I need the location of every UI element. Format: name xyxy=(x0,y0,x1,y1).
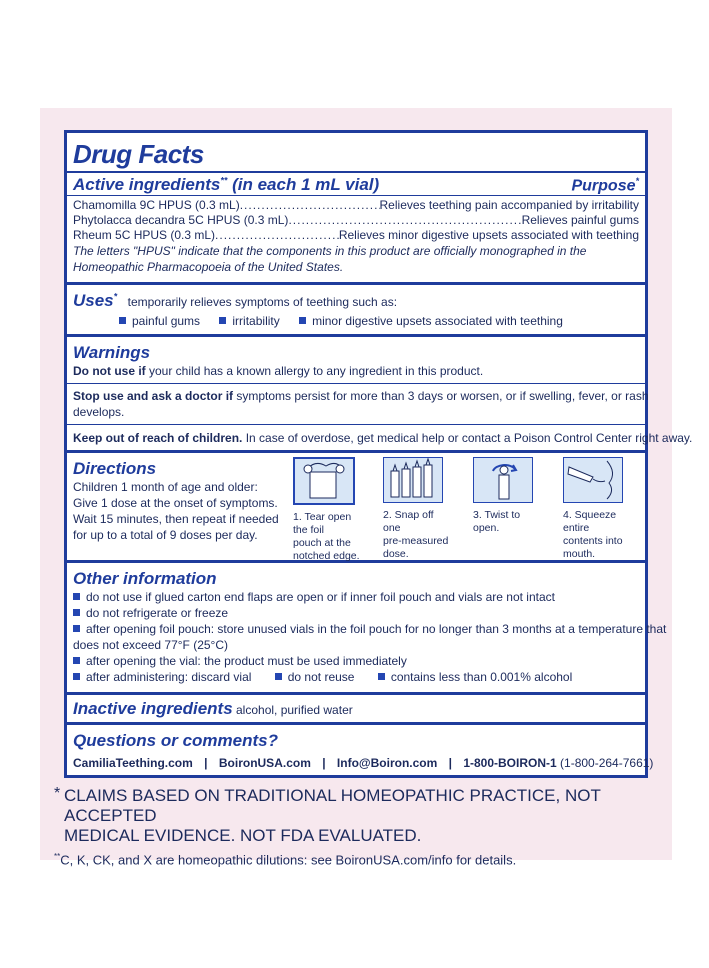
active-divider xyxy=(67,195,645,196)
other-info-item: do not use if glued carton end flaps are open or if inner foil pouch and vials are not intact xyxy=(73,589,639,605)
warnings-heading: Warnings xyxy=(73,343,151,362)
contact-phone: 1-800-BOIRON-1 xyxy=(463,756,557,770)
questions-section xyxy=(67,725,654,775)
uses-heading: Uses* xyxy=(73,291,118,310)
contact-email: Info@Boiron.com xyxy=(336,756,438,770)
ingredient-row: Phytolacca decandra 5C HPUS (0.3 mL) ..... Relieves painful gums xyxy=(73,213,639,228)
directions-section xyxy=(67,453,645,563)
ingredient-row: Chamomilla 9C HPUS (0.3 mL) ..... Relieves teething pain accompanied by irritability xyxy=(73,198,639,213)
warnings-section xyxy=(67,337,693,453)
claims-line: MEDICAL EVIDENCE. NOT FDA EVALUATED. xyxy=(64,826,422,845)
contact-boiron-site: BoironUSA.com xyxy=(218,756,311,770)
tear-pouch-icon xyxy=(293,457,355,505)
stop-use-warning-cont: develops. xyxy=(73,405,125,419)
contact-line: CamiliaTeething.com | BoironUSA.com | Info@Boiron.com | 1-800-BOIRON-1 (1-800-264-7661) xyxy=(73,756,654,770)
uses-item: painful gums xyxy=(119,314,200,328)
contact-website: CamiliaTeething.com xyxy=(73,756,193,770)
directions-line: Give 1 dose at the onset of symptoms. xyxy=(73,496,278,510)
hpus-note-cont: Homeopathic Pharmacopoeia of the United States. xyxy=(73,260,344,274)
ingredient-row: Rheum 5C HPUS (0.3 mL) ..... Relieves minor digestive upsets associated with teething xyxy=(73,228,639,243)
step-tear-pouch: 1. Tear open the foil pouch at the notched edge. xyxy=(293,457,361,563)
uses-section xyxy=(67,285,645,337)
other-info-item-cont: does not exceed 77°F (25°C) xyxy=(73,638,229,652)
carton-background xyxy=(40,108,693,868)
other-info-heading: Other information xyxy=(73,569,217,588)
other-info-item: after administering: discard vial xyxy=(73,670,251,684)
inactive-ingredients-text: alcohol, purified water xyxy=(232,703,353,717)
other-info-item: after opening the vial: the product must be used immediately xyxy=(73,653,639,669)
purpose-heading: Purpose* xyxy=(571,175,639,194)
directions-line: for up to a total of 9 doses per day. xyxy=(73,528,258,542)
vials-icon xyxy=(383,457,443,503)
stop-use-warning: Stop use and ask a doctor if symptoms persist for more than 3 days or worsen, or if swelling, fever, or rash xyxy=(73,389,649,403)
drug-facts-panel xyxy=(64,130,693,778)
other-info-section xyxy=(67,563,667,695)
squeeze-icon xyxy=(563,457,623,503)
drug-facts-title: Drug Facts xyxy=(73,139,204,169)
other-info-item: do not refrigerate or freeze xyxy=(73,605,639,621)
directions-line: Children 1 month of age and older: xyxy=(73,480,258,494)
other-info-item: do not reuse xyxy=(275,670,355,684)
twist-icon xyxy=(473,457,533,503)
uses-text: temporarily relieves symptoms of teething such as: xyxy=(127,295,398,309)
claims-footnote: * CLAIMS BASED ON TRADITIONAL HOMEOPATHIC PRACTICE, NOT ACCEPTED MEDICAL EVIDENCE. NOT FDA EVALUATED. **C, K, CK, and X are homeopathic dilutions: see BoironUSA.com/info for details. xyxy=(54,786,664,869)
inactive-ingredients-heading: Inactive ingredients xyxy=(73,699,233,718)
inactive-ingredients-section xyxy=(67,695,645,725)
directions-heading: Directions xyxy=(73,459,157,478)
uses-item: minor digestive upsets associated with teething xyxy=(299,314,563,328)
other-info-item: contains less than 0.001% alcohol xyxy=(378,670,572,684)
uses-item: irritability xyxy=(219,314,279,328)
keep-out-warning: Keep out of reach of children. In case of overdose, get medical help or contact a Poison Control Center right away. xyxy=(73,431,693,445)
other-info-item: after opening foil pouch: store unused vials in the foil pouch for no longer than 3 months at a temperature that xyxy=(73,621,639,637)
directions-line: Wait 15 minutes, then repeat if needed xyxy=(73,512,279,526)
do-not-use-warning: Do not use if your child has a known allergy to any ingredient in this product. xyxy=(73,364,484,378)
step-squeeze-mouth: 4. Squeeze entire contents into mouth. xyxy=(563,457,631,561)
step-twist-open: 3. Twist to open. xyxy=(473,457,541,535)
title-divider xyxy=(67,171,645,173)
dilution-footnote: **C, K, CK, and X are homeopathic dilutions: see BoironUSA.com/info for details. xyxy=(54,852,517,868)
active-ingredients-section xyxy=(67,133,645,285)
questions-heading: Questions or comments? xyxy=(73,731,278,750)
active-ingredients-heading: Active ingredients** (in each 1 mL vial) xyxy=(73,175,380,194)
contact-phone-alt: (1-800-264-7661) xyxy=(556,756,654,770)
step-snap-dose: 2. Snap off one pre-measured dose. xyxy=(383,457,451,561)
claims-line: CLAIMS BASED ON TRADITIONAL HOMEOPATHIC PRACTICE, NOT ACCEPTED xyxy=(64,786,601,825)
hpus-note: The letters "HPUS" indicate that the components in this product are officially monographed in the xyxy=(73,244,587,258)
